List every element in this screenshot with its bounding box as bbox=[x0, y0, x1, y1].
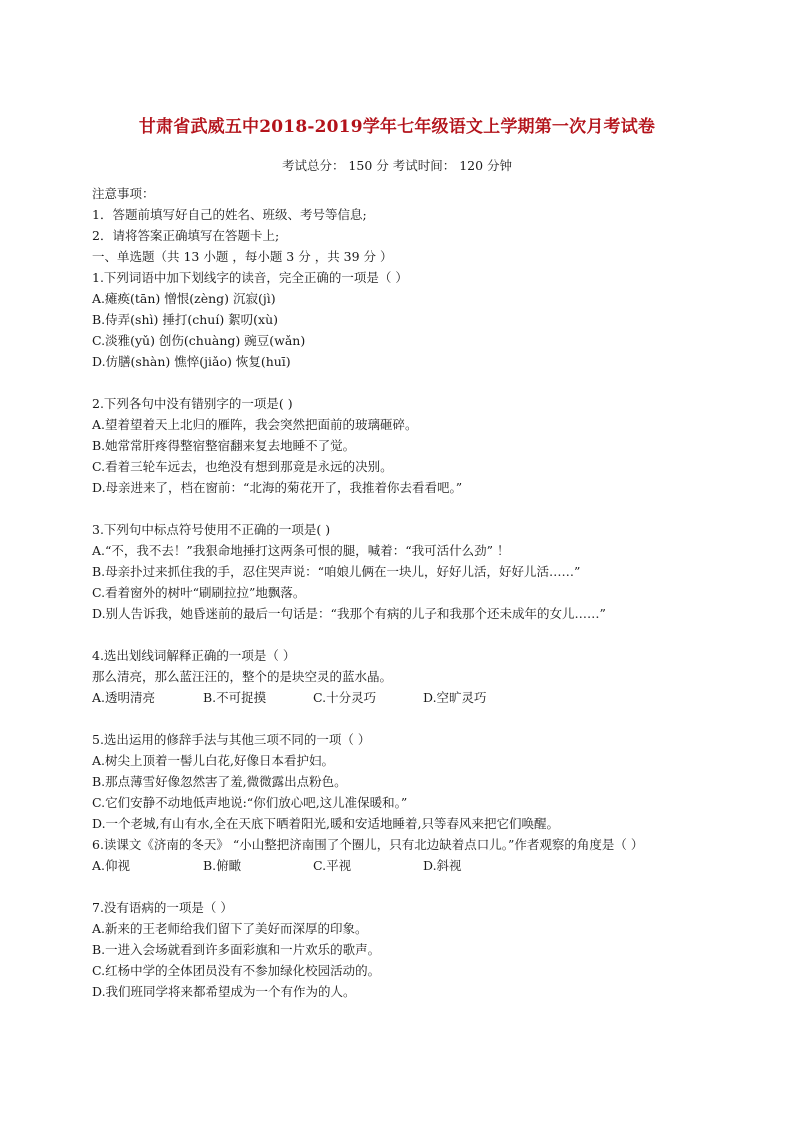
option-b: B.她常常肝疼得整宿整宿翻来复去地睡不了觉。 bbox=[92, 438, 356, 453]
option-c: C.平视 bbox=[313, 858, 352, 873]
question-context: 那么清亮，那么蓝汪汪的，整个的是块空灵的蓝水晶。 bbox=[92, 669, 393, 684]
page-title: 甘肃省武威五中2018-2019学年七年级语文上学期第一次月考试卷 bbox=[138, 117, 656, 137]
option-a: A.新来的王老师给我们留下了美好而深厚的印象。 bbox=[92, 921, 368, 936]
option-c: C.它们安静不动地低声地说:“你们放心吧,这儿准保暖和。” bbox=[92, 795, 408, 810]
option-c: C.红杨中学的全体团员没有不参加绿化校园活动的。 bbox=[92, 963, 381, 978]
question-stem: 6.读课文《济南的冬天》 “小山整把济南围了个圈儿，只有北边缺着点口儿。”作者观察的角度是（ ） bbox=[92, 837, 644, 852]
question-6 bbox=[92, 834, 722, 876]
note-item: 2．请将答案正确填写在答题卡上; bbox=[92, 228, 280, 243]
question-1 bbox=[92, 267, 722, 372]
option-a: A.透明清亮 bbox=[92, 690, 156, 705]
question-stem: 7.没有语病的一项是（ ） bbox=[92, 900, 233, 915]
question-7 bbox=[92, 897, 722, 1002]
option-b: B.母亲扑过来抓住我的手，忍住哭声说：“咱娘儿俩在一块儿，好好儿活，好好儿活……” bbox=[92, 564, 581, 579]
option-d: D.我们班同学将来都希望成为一个有作为的人。 bbox=[92, 984, 356, 999]
option-a: A.树尖上顶着一髻儿白花,好像日本看护妇。 bbox=[92, 753, 334, 768]
question-stem: 3.下列句中标点符号使用不正确的一项是( ) bbox=[92, 522, 331, 537]
option-c: C.看着窗外的树叶“刷刷拉拉”地飘落。 bbox=[92, 585, 306, 600]
question-5 bbox=[92, 729, 722, 834]
spacer bbox=[92, 498, 722, 519]
question-stem: 2.下列各句中没有错别字的一项是( ) bbox=[92, 396, 293, 411]
option-a: A.望着望着天上北归的雁阵，我会突然把面前的玻璃砸碎。 bbox=[92, 417, 418, 432]
spacer bbox=[92, 708, 722, 729]
option-b: B.一进入会场就看到许多面彩旗和一片欢乐的歌声。 bbox=[92, 942, 381, 957]
option-b: B.俯瞰 bbox=[203, 858, 242, 873]
option-d: D.空旷灵巧 bbox=[423, 690, 487, 705]
spacer bbox=[92, 624, 722, 645]
question-4 bbox=[92, 645, 722, 708]
spacer bbox=[92, 876, 722, 897]
options-row bbox=[92, 855, 722, 876]
spacer bbox=[92, 372, 722, 393]
option-c: C.淡雅(yǔ) 创伤(chuàng) 豌豆(wǎn) bbox=[92, 333, 306, 348]
option-b: B.那点薄雪好像忽然害了羞,微微露出点粉色。 bbox=[92, 774, 347, 789]
question-stem: 1.下列词语中加下划线字的读音，完全正确的一项是（ ） bbox=[92, 270, 408, 285]
exam-info: 考试总分： 150 分 考试时间： 120 分钟 bbox=[281, 158, 513, 173]
option-d: D.斜视 bbox=[423, 858, 462, 873]
option-a: A.仰视 bbox=[92, 858, 131, 873]
option-b: B.侍弄(shì) 捶打(chuí) 絮叨(xù) bbox=[92, 312, 279, 327]
question-3 bbox=[92, 519, 722, 624]
section-heading: 一、单选题（共 13 小题 ，每小题 3 分 ，共 39 分 ） bbox=[92, 249, 393, 264]
option-c: C.十分灵巧 bbox=[313, 690, 377, 705]
question-stem: 4.选出划线词解释正确的一项是（ ） bbox=[92, 648, 296, 663]
option-b: B.不可捉摸 bbox=[203, 690, 267, 705]
question-stem: 5.选出运用的修辞手法与其他三项不同的一项（ ） bbox=[92, 732, 371, 747]
option-c: C.看着三轮车远去，也绝没有想到那竟是永远的决别。 bbox=[92, 459, 393, 474]
option-d: D.仿膳(shàn) 憔悴(jiǎo) 恢复(huī) bbox=[92, 354, 291, 369]
option-d: D.一个老城,有山有水,全在天底下晒着阳光,暖和安适地睡着,只等春风来把它们唤醒。 bbox=[92, 816, 559, 831]
option-d: D.别人告诉我，她昏迷前的最后一句话是：“我那个有病的儿子和我那个还未成年的女儿……” bbox=[92, 606, 606, 621]
note-item: 1．答题前填写好自己的姓名、班级、考号等信息; bbox=[92, 207, 367, 222]
options-row bbox=[92, 687, 722, 708]
option-d: D.母亲进来了，档在窗前：“北海的菊花开了，我推着你去看看吧。” bbox=[92, 480, 463, 495]
question-2 bbox=[92, 393, 722, 498]
exam-body bbox=[92, 183, 722, 1002]
notes-heading: 注意事项： bbox=[92, 186, 155, 201]
option-a: A.瘫痪(tān) 憎恨(zèng) 沉寂(jì) bbox=[92, 291, 276, 306]
option-a: A.“不，我不去！”我狠命地捶打这两条可恨的腿，喊着：“我可活什么劲” ！ bbox=[92, 543, 510, 558]
